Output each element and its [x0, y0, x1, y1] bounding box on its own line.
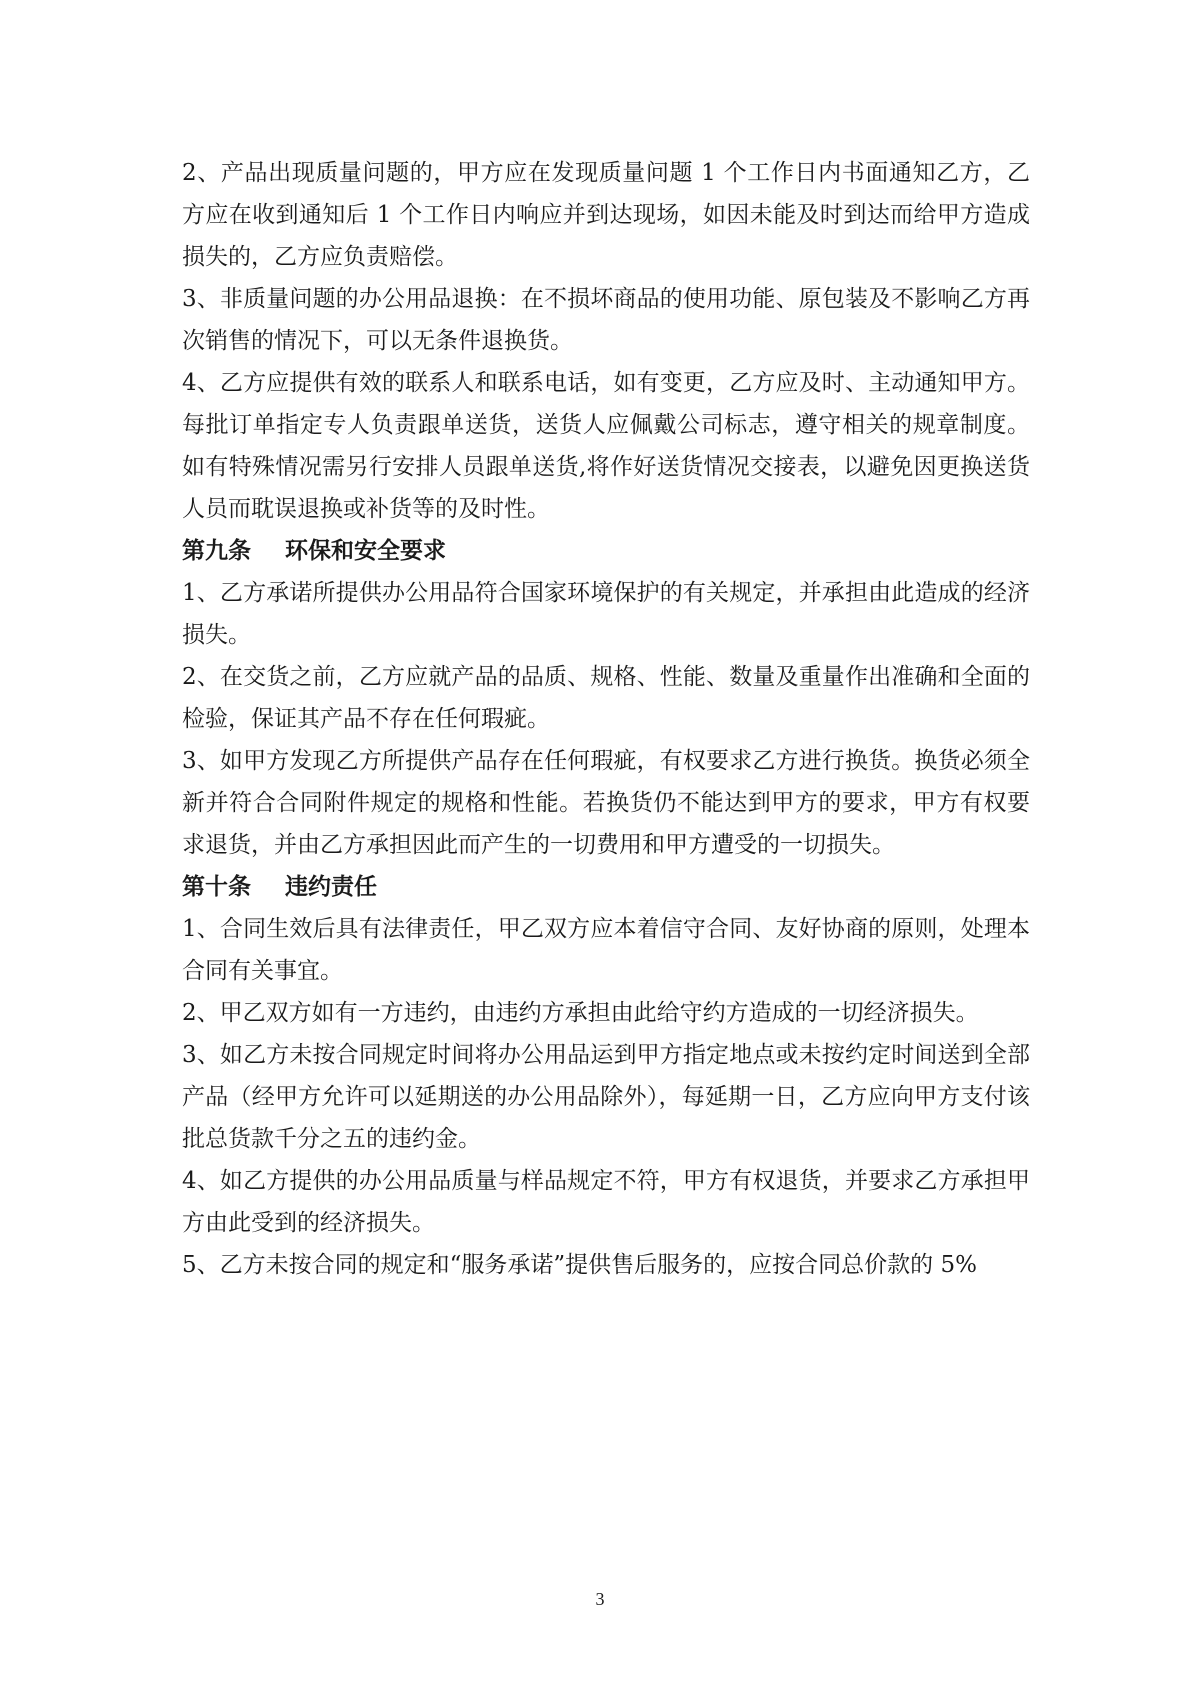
paragraph-late-delivery-penalty: 3、如乙方未按合同规定时间将办公用品运到甲方指定地点或未按约定时间送到全部产品（经甲方允许可以延期送的办公用品除外），每延期一日，乙方应向甲方支付该批总货款千分之五的违约金。 — [182, 1042, 1030, 1152]
section-heading-article-9 — [182, 530, 1030, 572]
page-number: 3 — [595, 1589, 605, 1609]
paragraph-quality-mismatch: 4、如乙方提供的办公用品质量与样品规定不符，甲方有权退货，并要求乙方承担甲方由此受到的经济损失。 — [182, 1168, 1030, 1236]
paragraph-breach-liability: 2、甲乙双方如有一方违约，由违约方承担由此给守约方造成的一切经济损失。 — [182, 1000, 979, 1026]
article-number: 第十条 — [182, 873, 251, 900]
paragraph-non-quality-return: 3、非质量问题的办公用品退换：在不损坏商品的使用功能、原包装及不影响乙方再次销售的情况下，可以无条件退换货。 — [182, 286, 1030, 354]
section-heading-article-10 — [182, 866, 1030, 908]
article-title: 环保和安全要求 — [285, 537, 446, 564]
paragraph-after-sales-service: 5、乙方未按合同的规定和“服务承诺”提供售后服务的，应按合同总价款的 5% — [182, 1252, 977, 1278]
document-body — [182, 152, 1030, 1286]
article-title: 违约责任 — [285, 873, 377, 900]
paragraph-defect-replacement: 3、如甲方发现乙方所提供产品存在任何瑕疵，有权要求乙方进行换货。换货必须全新并符合合同附件规定的规格和性能。若换货仍不能达到甲方的要求，甲方有权要求退货，并由乙方承担因此而产生的一切费用和甲方遭受的一切损失。 — [182, 748, 1030, 858]
paragraph-contact-person: 4、乙方应提供有效的联系人和联系电话，如有变更，乙方应及时、主动通知甲方。每批订单指定专人负责跟单送货，送货人应佩戴公司标志，遵守相关的规章制度。如有特殊情况需另行安排人员跟单送货,将作好送货情况交接表，以避免因更换送货人员而耽误退换或补货等的及时性。 — [182, 370, 1030, 522]
paragraph-environmental-compliance: 1、乙方承诺所提供办公用品符合国家环境保护的有关规定，并承担由此造成的经济损失。 — [182, 580, 1030, 648]
paragraph-pre-delivery-inspection: 2、在交货之前，乙方应就产品的品质、规格、性能、数量及重量作出准确和全面的检验，保证其产品不存在任何瑕疵。 — [182, 664, 1030, 732]
paragraph-legal-effect: 1、合同生效后具有法律责任，甲乙双方应本着信守合同、友好协商的原则，处理本合同有关事宜。 — [182, 916, 1030, 984]
article-number: 第九条 — [182, 537, 251, 564]
paragraph-quality-issue-notice: 2、产品出现质量问题的，甲方应在发现质量问题 1 个工作日内书面通知乙方，乙方应在收到通知后 1 个工作日内响应并到达现场，如因未能及时到达而给甲方造成损失的，乙方应负责赔偿。 — [182, 160, 1030, 270]
